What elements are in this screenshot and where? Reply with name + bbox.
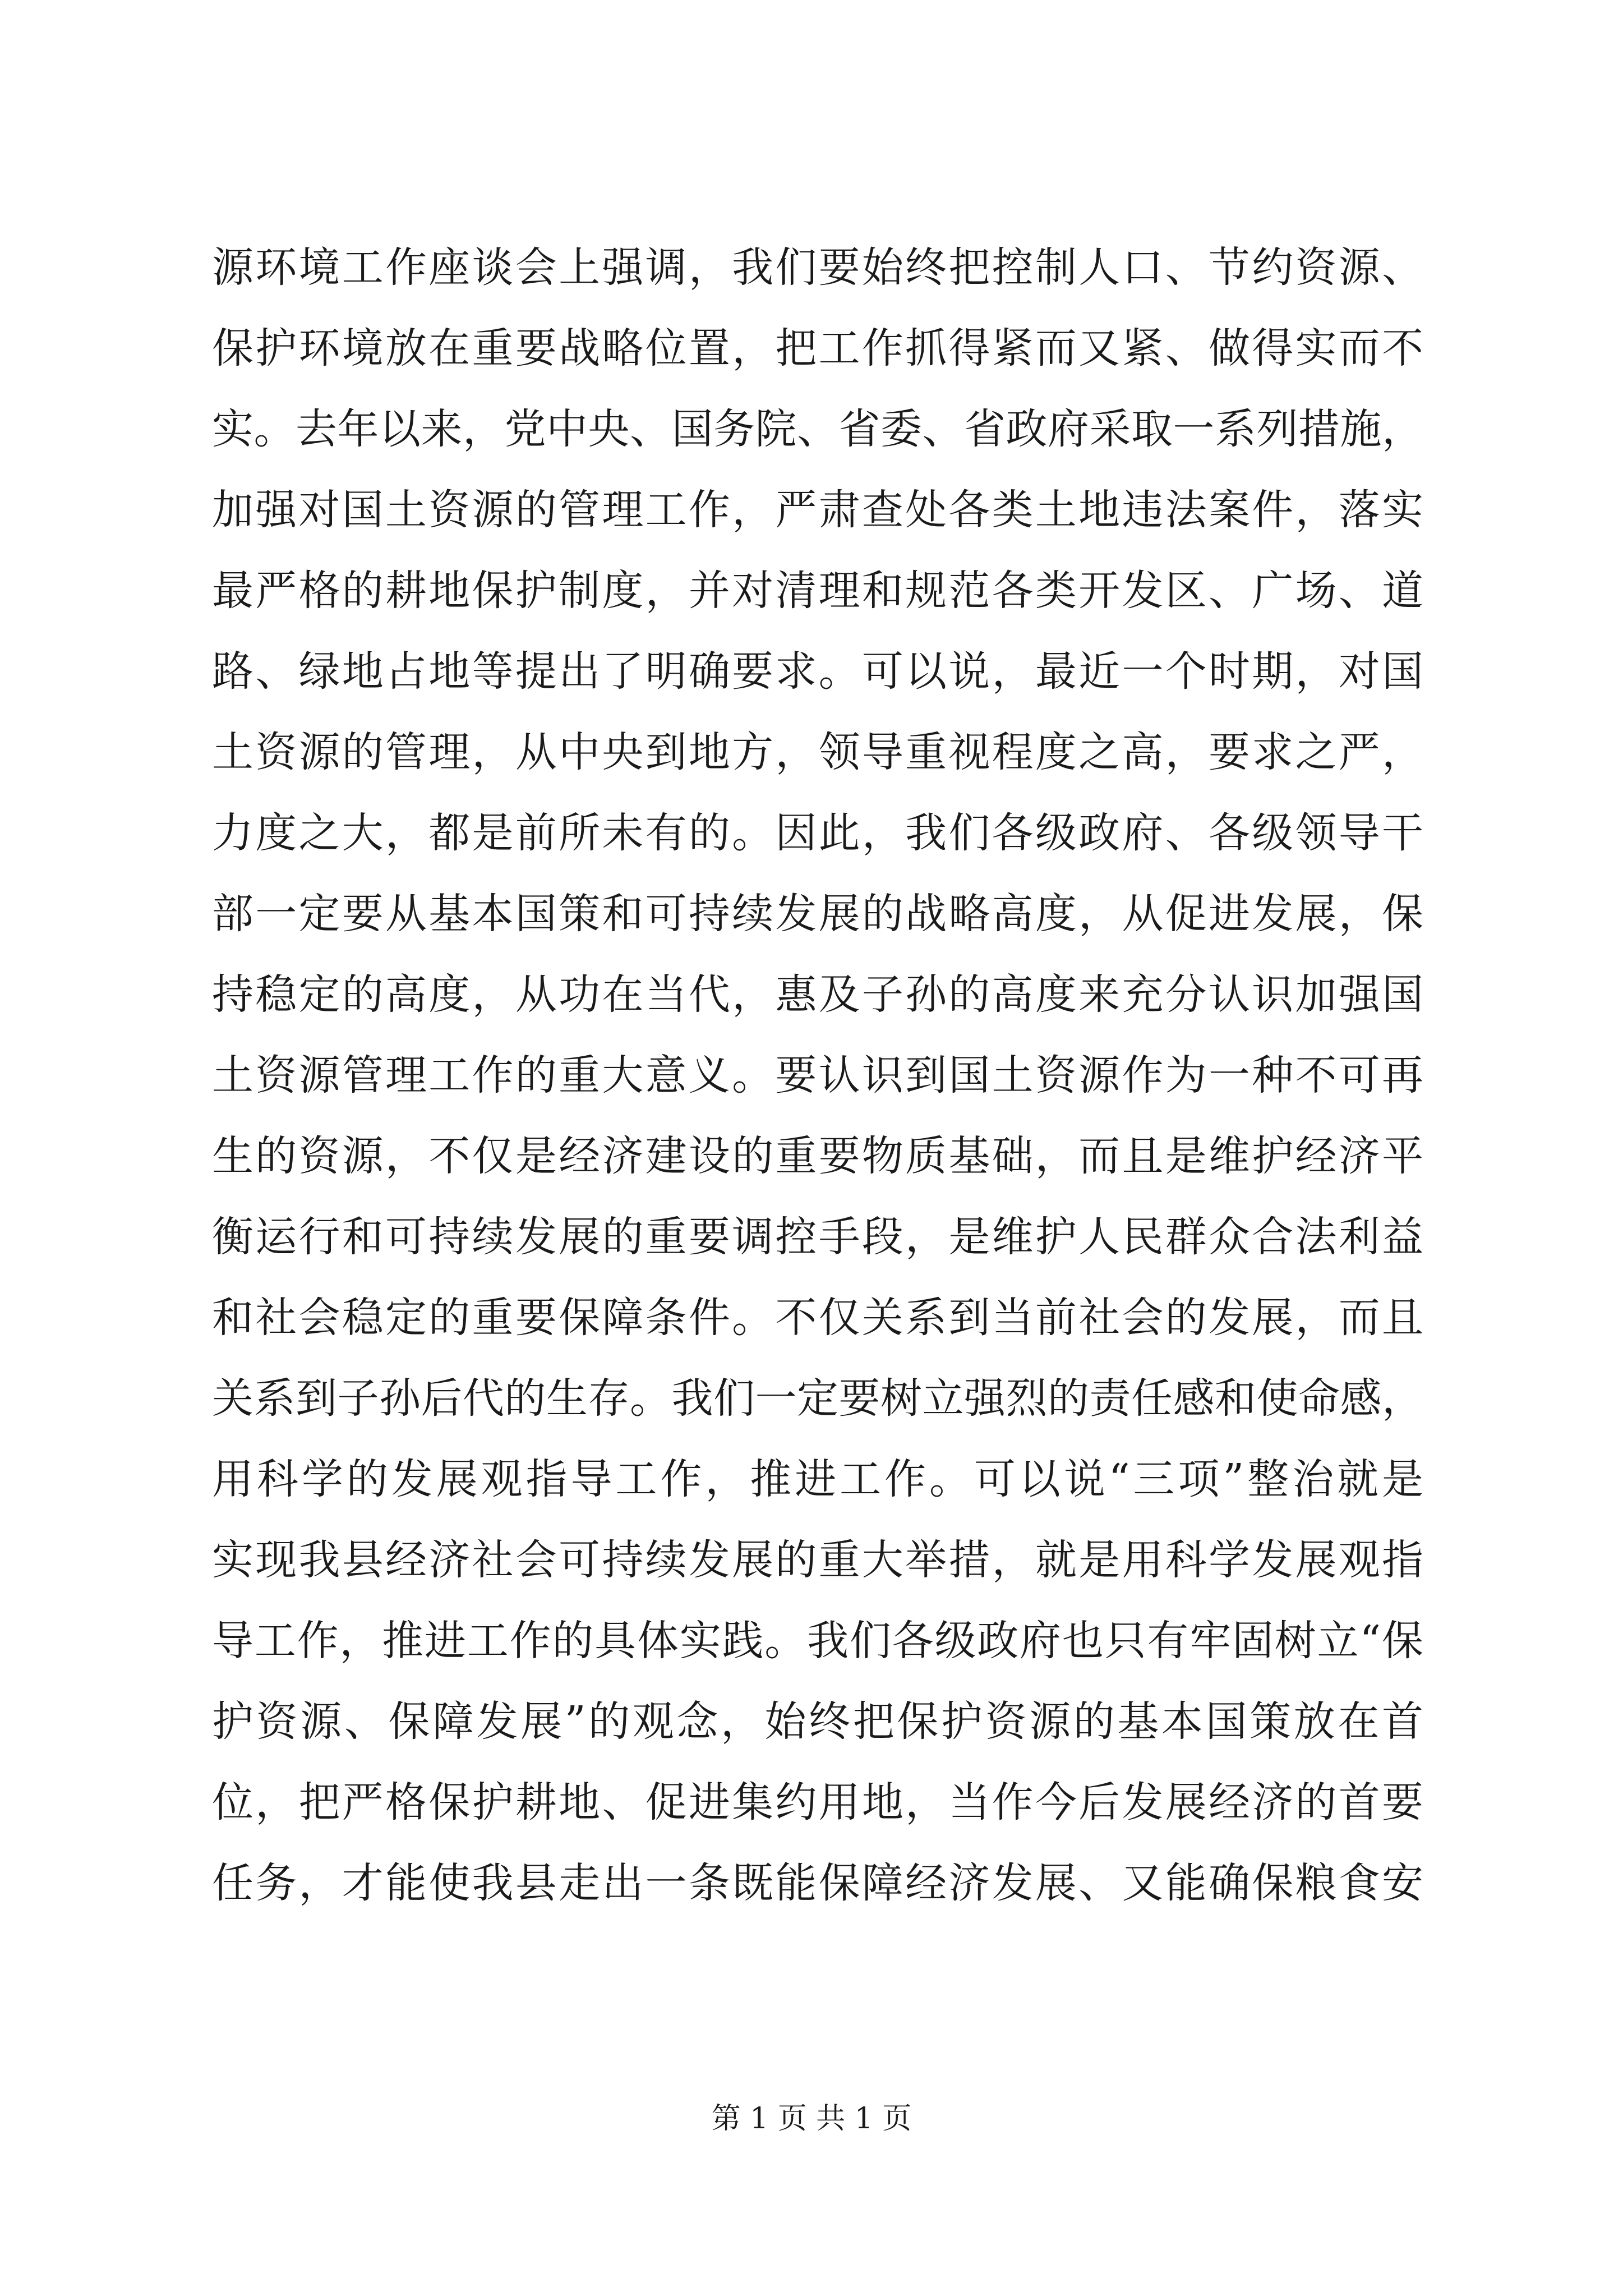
text-line: 部一定要从基本国策和可持续发展的战略高度，从促进发展，保	[212, 890, 1423, 938]
text-line: 实。去年以来，党中央、国务院、省委、省政府采取一系列措施，	[212, 405, 1423, 453]
text-line: 导工作，推进工作的具体实践。我们各级政府也只有牢固树立“保	[212, 1617, 1423, 1665]
text-line: 衡运行和可持续发展的重要调控手段，是维护人民群众合法利益	[212, 1213, 1423, 1261]
text-line: 土资源管理工作的重大意义。要认识到国土资源作为一种不可再	[212, 1051, 1423, 1099]
text-line: 护资源、保障发展”的观念，始终把保护资源的基本国策放在首	[212, 1697, 1423, 1746]
text-line: 持稳定的高度，从功在当代，惠及子孙的高度来充分认识加强国	[212, 970, 1423, 1019]
text-line: 和社会稳定的重要保障条件。不仅关系到当前社会的发展，而且	[212, 1294, 1423, 1342]
page-footer: 第 1 页 共 1 页	[711, 2102, 912, 2136]
text-line: 生的资源，不仅是经济建设的重要物质基础，而且是维护经济平	[212, 1132, 1423, 1180]
text-line: 任务，才能使我县走出一条既能保障经济发展、又能确保粮食安	[212, 1859, 1423, 1907]
text-line: 用科学的发展观指导工作，推进工作。可以说“三项”整治就是	[212, 1455, 1423, 1503]
text-line: 关系到子孙后代的生存。我们一定要树立强烈的责任感和使命感，	[212, 1374, 1423, 1423]
text-line: 土资源的管理，从中央到地方，领导重视程度之高，要求之严，	[212, 728, 1423, 776]
text-line: 力度之大，都是前所未有的。因此，我们各级政府、各级领导干	[212, 809, 1423, 857]
text-line: 路、绿地占地等提出了明确要求。可以说，最近一个时期，对国	[212, 647, 1423, 696]
text-line: 位，把严格保护耕地、促进集约用地，当作今后发展经济的首要	[212, 1778, 1423, 1826]
text-line: 加强对国土资源的管理工作，严肃查处各类土地违法案件，落实	[212, 486, 1423, 534]
body-text	[212, 227, 1423, 1924]
text-line: 最严格的耕地保护制度，并对清理和规范各类开发区、广场、道	[212, 567, 1423, 615]
text-line: 实现我县经济社会可持续发展的重大举措，就是用科学发展观指	[212, 1536, 1423, 1584]
text-line: 源环境工作座谈会上强调，我们要始终把控制人口、节约资源、	[212, 243, 1423, 292]
text-line: 保护环境放在重要战略位置，把工作抓得紧而又紧、做得实而不	[212, 324, 1423, 372]
